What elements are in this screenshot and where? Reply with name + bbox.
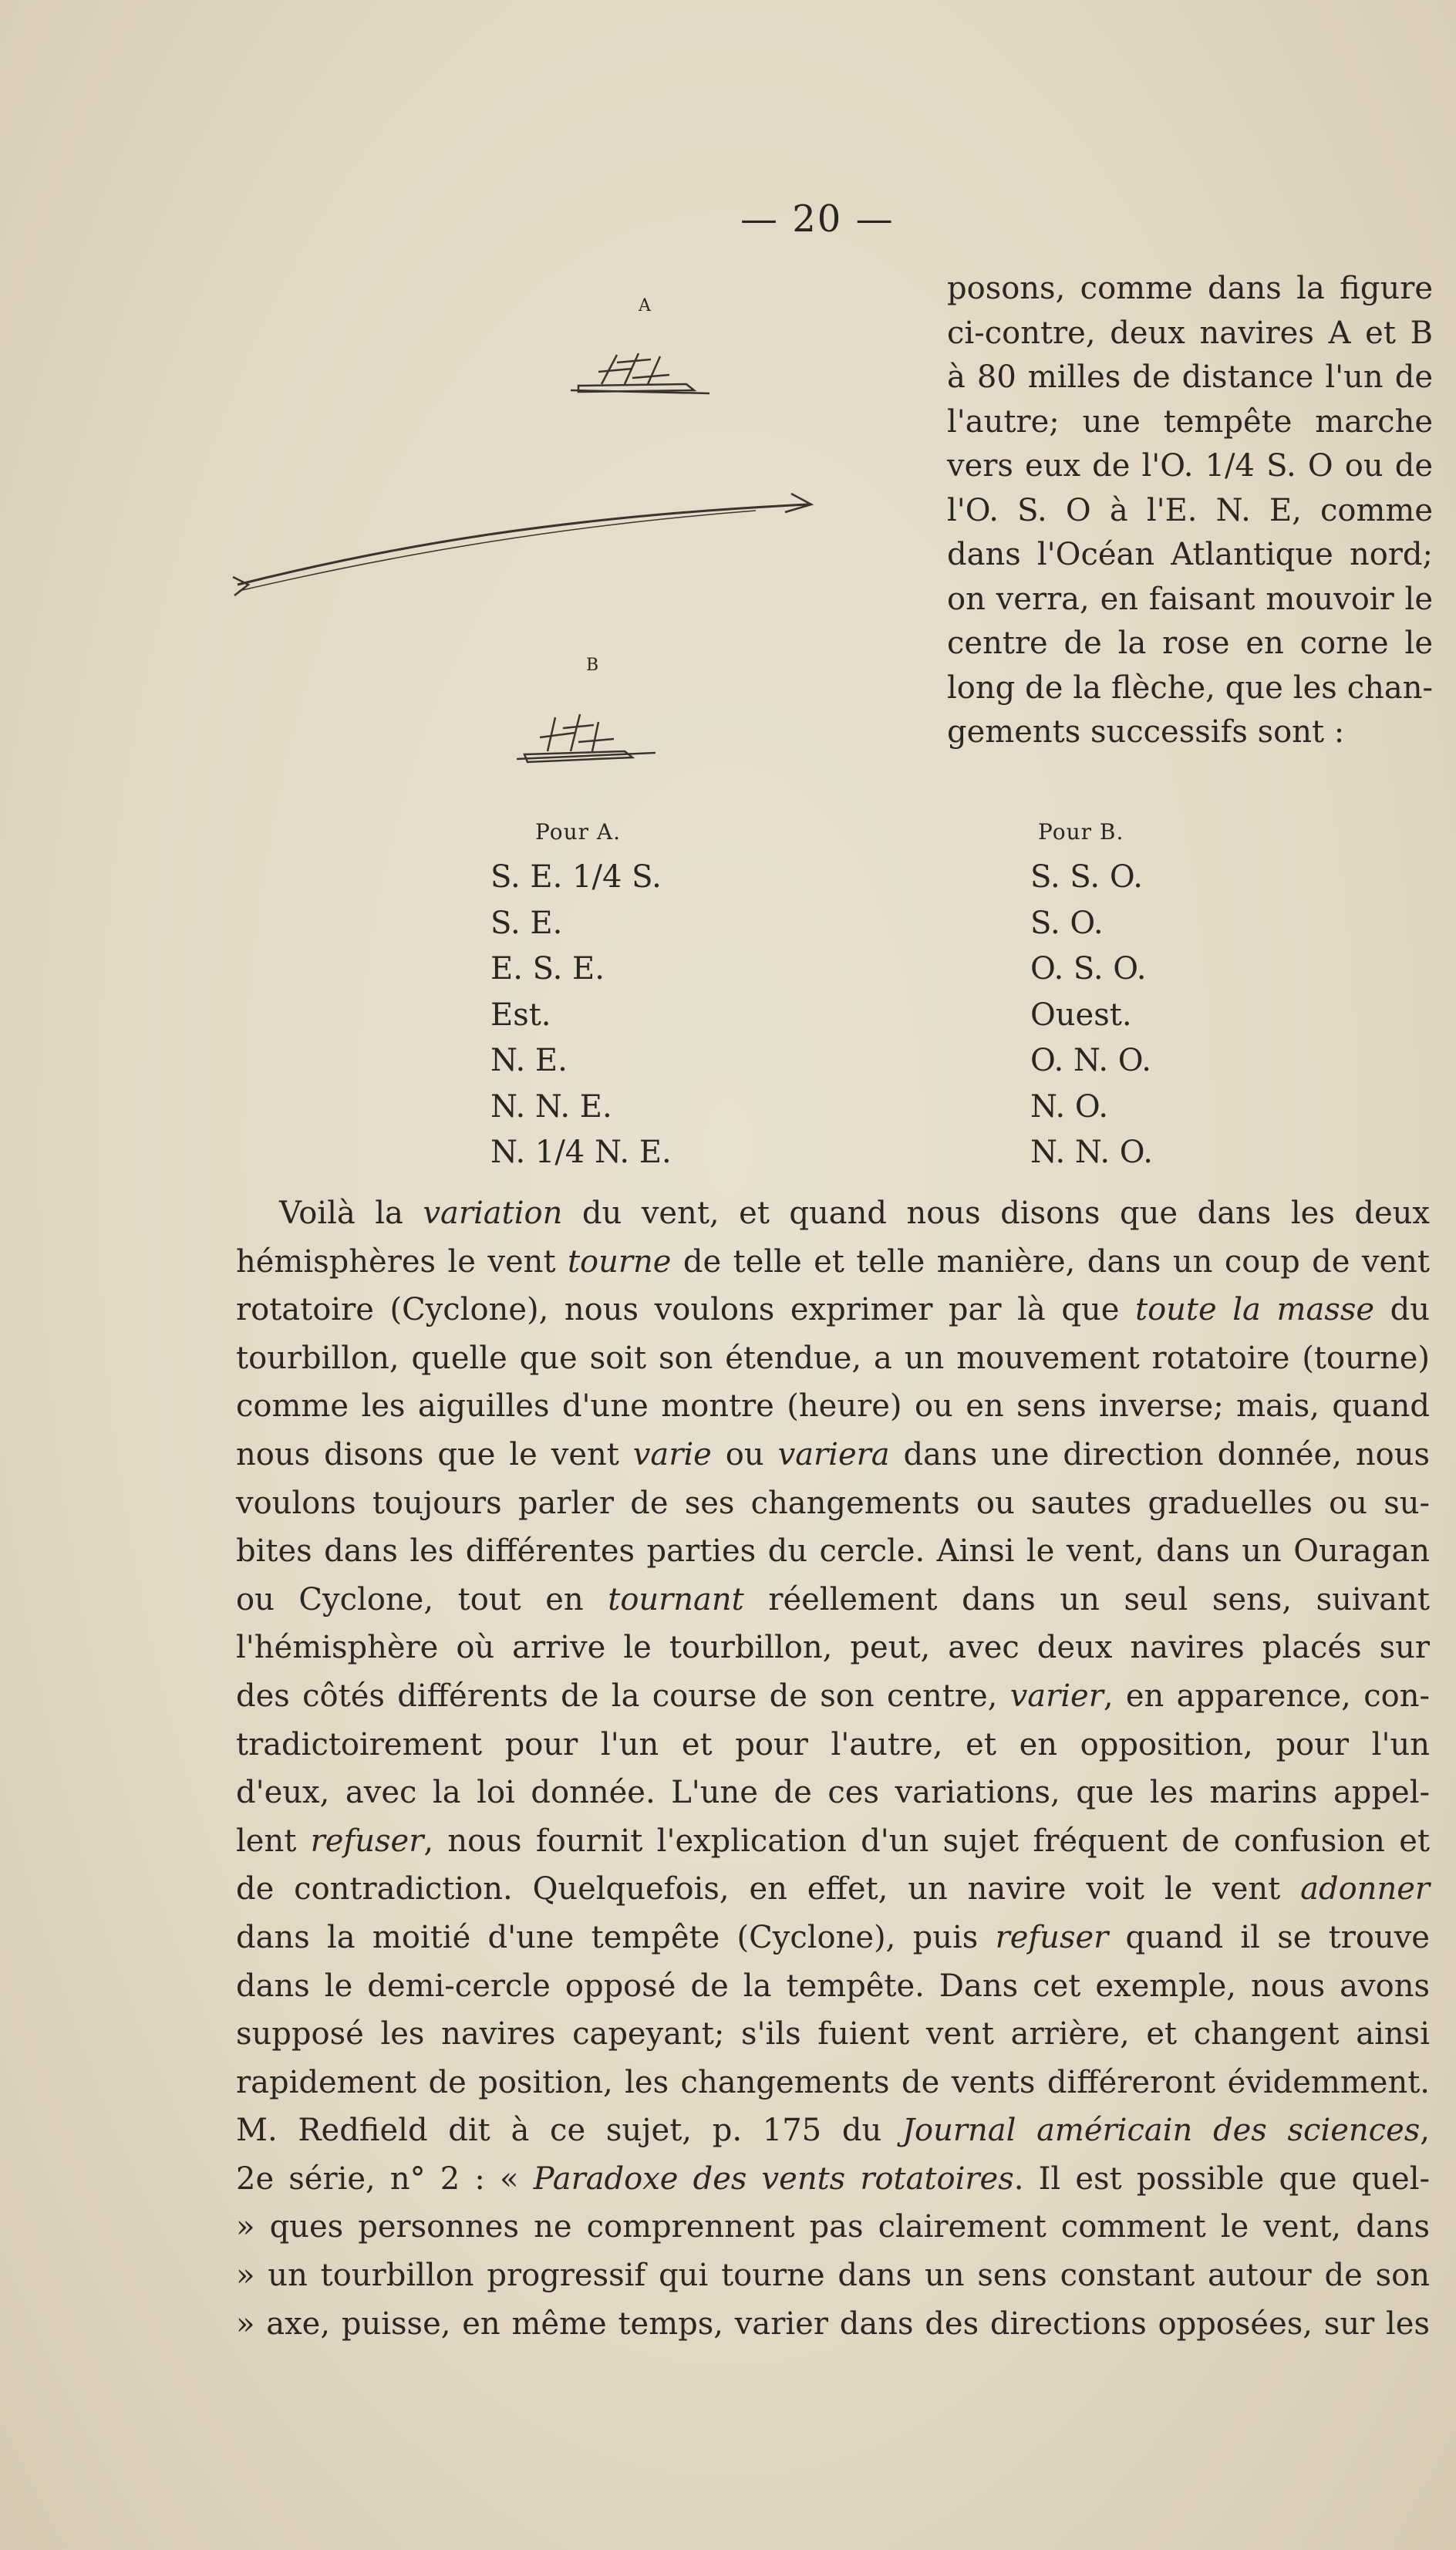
text-line: rapidement de position, les changements de vents différeront évidemment. [236,2064,1430,2100]
page-number: — 20 — [740,197,895,241]
text-line: voulons toujours parler de ses changements ou sautes graduelles ou su- [236,1485,1430,1521]
text-line: comme les aiguilles d'une montre (heure) ou en sens inverse; mais, quand [236,1388,1430,1425]
text-line: rotatoire (Cyclone), nous voulons exprimer par là que toute la masse du [236,1292,1430,1328]
figure-caption-text [947,267,1433,755]
storm-track-diagram [231,285,833,794]
text-line: de contradiction. Quelquefois, en effet, un navire voit le vent adonner [236,1871,1430,1907]
list-item: S. E. 1/4 S. [490,859,662,895]
text-line: des côtés différents de la course de son centre, varier, en apparence, con- [236,1678,1430,1714]
text-line: nous disons que le vent varie ou variera dans une direction donnée, nous [236,1436,1430,1472]
body-paragraph [236,1189,1430,2348]
text-line: » axe, puisse, en même temps, varier dans des directions opposées, sur les [236,2305,1430,2342]
text-line: M. Redfield dit à ce sujet, p. 175 du Journal américain des sciences, [236,2113,1430,2149]
text-line: lent refuser, nous fournit l'explication d'un sujet fréquent de confusion et [236,1823,1430,1859]
caption-line: long de la flèche, que les chan- [947,670,1433,706]
text-line: 2e série, n° 2 : « Paradoxe des vents rotatoires. Il est possible que quel- [236,2160,1431,2197]
caption-line: à 80 milles de distance l'un de [947,359,1433,395]
caption-line: gements successifs sont : [947,714,1345,750]
list-item: S. S. O. [1030,859,1143,895]
text-line: » un tourbillon progressif qui tourne dans un sens constant autour de son [236,2258,1430,2294]
text-line: tradictoirement pour l'un et pour l'autre, et en opposition, pour l'un [236,1726,1430,1762]
list-item: O. N. O. [1030,1043,1151,1078]
text-line: dans le demi-cercle opposé de la tempête. Dans cet exemple, nous avons [236,1968,1430,2004]
column-header: Pour B. [1038,819,1124,845]
ship-b-label: B [586,656,599,675]
caption-line: l'O. S. O à l'E. N. E, comme [947,492,1433,528]
list-item: O. S. O. [1030,951,1147,987]
caption-line: posons, comme dans la figure [947,271,1433,306]
storm-track-arrow [233,494,811,595]
caption-line: vers eux de l'O. 1/4 S. O ou de [947,448,1433,484]
column-header: Pour A. [535,819,622,845]
text-line: tourbillon, quelle que soit son étendue, a un mouvement rotatoire (tourne) [236,1340,1430,1376]
list-item: S. O. [1030,905,1104,941]
caption-line: dans l'Océan Atlantique nord; [947,537,1433,572]
text-line: » ques personnes ne comprennent pas clairement comment le vent, dans [236,2209,1430,2245]
ship-b-icon [517,714,656,762]
list-item: N. N. O. [1030,1135,1153,1170]
list-item: S. E. [490,905,563,941]
list-item: N. O. [1030,1088,1109,1125]
list-item: N. 1/4 N. E. [490,1135,672,1170]
text-line: ou Cyclone, tout en tournant réellement dans un seul sens, suivant [236,1581,1430,1617]
ship-a-label: A [639,296,651,315]
text-line: dans la moitié d'une tempête (Cyclone), puis refuser quand il se trouve [236,1919,1430,1955]
text-line: Voilà la variation du vent, et quand nous disons que dans les deux [279,1196,1430,1231]
text-line: hémisphères le vent tourne de telle et telle manière, dans un coup de vent [236,1243,1430,1280]
text-line: d'eux, avec la loi donnée. L'une de ces variations, que les marins appel- [236,1775,1430,1811]
column-ship-b [1030,810,1354,1176]
text-line: supposé les navires capeyant; s'ils fuient vent arrière, et changent ainsi [236,2016,1430,2052]
list-item: N. N. E. [490,1088,612,1125]
list-item: Ouest. [1030,997,1132,1033]
text-line: l'hémisphère où arrive le tourbillon, peut, avec deux navires placés sur [236,1630,1430,1666]
caption-line: centre de la rose en corne le [947,626,1433,661]
text-line: bites dans les différentes parties du cercle. Ainsi le vent, dans un Ouragan [236,1533,1430,1570]
ships-figure [231,285,833,794]
caption-line: on verra, en faisant mouvoir le [947,581,1433,617]
caption-line: ci-contre, deux navires A et B [947,315,1433,351]
column-ship-a [490,810,814,1176]
list-item: E. S. E. [490,951,605,987]
list-item: N. E. [490,1043,568,1078]
ship-a-icon [571,353,709,393]
list-item: Est. [490,997,551,1033]
caption-line: l'autre; une tempête marche [947,403,1433,440]
